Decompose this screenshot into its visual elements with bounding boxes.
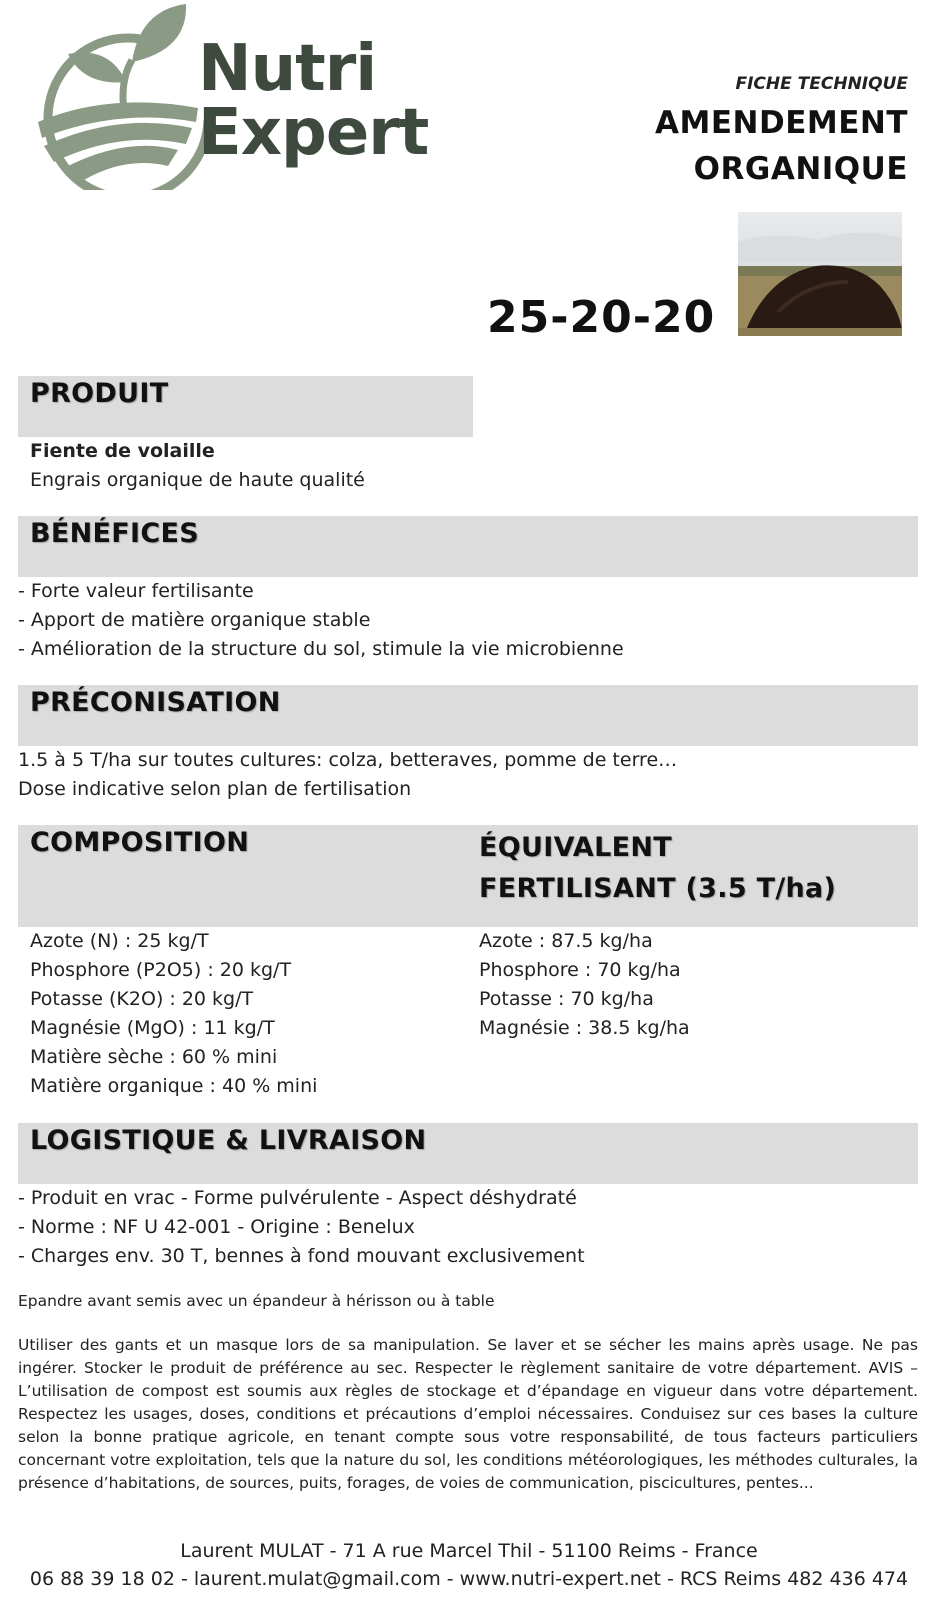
list-item: Potasse : 70 kg/ha: [479, 988, 654, 1010]
list-item: Magnésie : 38.5 kg/ha: [479, 1017, 690, 1039]
product-name: Fiente de volaille: [30, 440, 215, 462]
spreading-note: Epandre avant semis avec un épandeur à hérisson ou à table: [18, 1292, 495, 1310]
logistics-list: [18, 1184, 585, 1271]
list-item: Azote : 87.5 kg/ha: [479, 930, 653, 952]
title-line-1: AMENDEMENT: [655, 105, 908, 141]
composition-list: [30, 927, 317, 1101]
list-item: - Produit en vrac - Forme pulvérulente - Aspect déshydraté: [18, 1187, 577, 1209]
list-item: Dose indicative selon plan de fertilisation: [18, 778, 412, 800]
document-title: [655, 100, 908, 192]
list-item: Phosphore : 70 kg/ha: [479, 959, 681, 981]
footer-address: Laurent MULAT - 71 A rue Marcel Thil - 51100 Reims - France: [180, 1540, 758, 1562]
list-item: - Forte valeur fertilisante: [18, 580, 254, 602]
leaf-sprout-field-icon: [38, 4, 208, 190]
list-item: Matière organique : 40 % mini: [30, 1075, 318, 1097]
section-title-logistique: LOGISTIQUE & LIVRAISON: [30, 1125, 427, 1156]
list-item: Magnésie (MgO) : 11 kg/T: [30, 1017, 275, 1039]
document-kind: FICHE TECHNIQUE: [735, 74, 908, 94]
logo-text-nutri: Nutri: [198, 32, 377, 106]
manure-pile-photo: [738, 212, 902, 336]
list-item: Phosphore (P2O5) : 20 kg/T: [30, 959, 292, 981]
product-description: Engrais organique de haute qualité: [30, 469, 365, 491]
footer-contact: 06 88 39 18 02 - laurent.mulat@gmail.com - www.nutri-expert.net - RCS Reims 482 436 474: [29, 1568, 909, 1590]
section-title-preconisation: PRÉCONISATION: [30, 687, 281, 718]
list-item: 1.5 à 5 T/ha sur toutes cultures: colza, betteraves, pomme de terre…: [18, 749, 678, 771]
list-item: Matière sèche : 60 % mini: [30, 1046, 278, 1068]
title-line-2: ORGANIQUE: [693, 151, 908, 187]
recommendation-list: [18, 746, 677, 804]
equivalent-list: [479, 927, 690, 1043]
list-item: - Charges env. 30 T, bennes à fond mouvant exclusivement: [18, 1245, 585, 1267]
npk-formula: 25-20-20: [487, 292, 716, 343]
benefits-list: [18, 577, 624, 664]
list-item: - Amélioration de la structure du sol, stimule la vie microbienne: [18, 638, 624, 660]
equivalent-title-line-1: ÉQUIVALENT: [479, 832, 672, 863]
logo-text-expert: Expert: [198, 96, 429, 170]
safety-warning: Utiliser des gants et un masque lors de sa manipulation. Se laver et se sécher les mains après usage. Ne pas ingérer. Stocker le produit de préférence au sec. Respecter le règlement sanitaire de votre département. AVIS – L’utilisation de compost est soumis aux règles de stockage et d’épandage en vigueur dans votre département. Respectez les usages, doses, conditions et précautions d’emploi nécessaires. Conduisez sur ces bases la culture selon la bonne pratique agricole, en tenant compte sous votre responsabilité, de tous facteurs particuliers concernant votre exploitation, tels que la nature du sol, les conditions météorologiques, les méthodes culturales, la présence d’habitations, de sources, puits, forages, de voies de communication, piscicultures, pentes...: [18, 1336, 918, 1492]
equivalent-title-line-2: FERTILISANT (3.5 T/ha): [479, 873, 837, 904]
list-item: - Apport de matière organique stable: [18, 609, 371, 631]
list-item: - Norme : NF U 42-001 - Origine : Benelux: [18, 1216, 415, 1238]
section-title-produit: PRODUIT: [30, 378, 169, 409]
list-item: Azote (N) : 25 kg/T: [30, 930, 209, 952]
section-title-composition: COMPOSITION: [30, 827, 250, 858]
list-item: Potasse (K2O) : 20 kg/T: [30, 988, 254, 1010]
section-title-equivalent: [479, 827, 836, 909]
section-title-benefices: BÉNÉFICES: [30, 518, 199, 549]
